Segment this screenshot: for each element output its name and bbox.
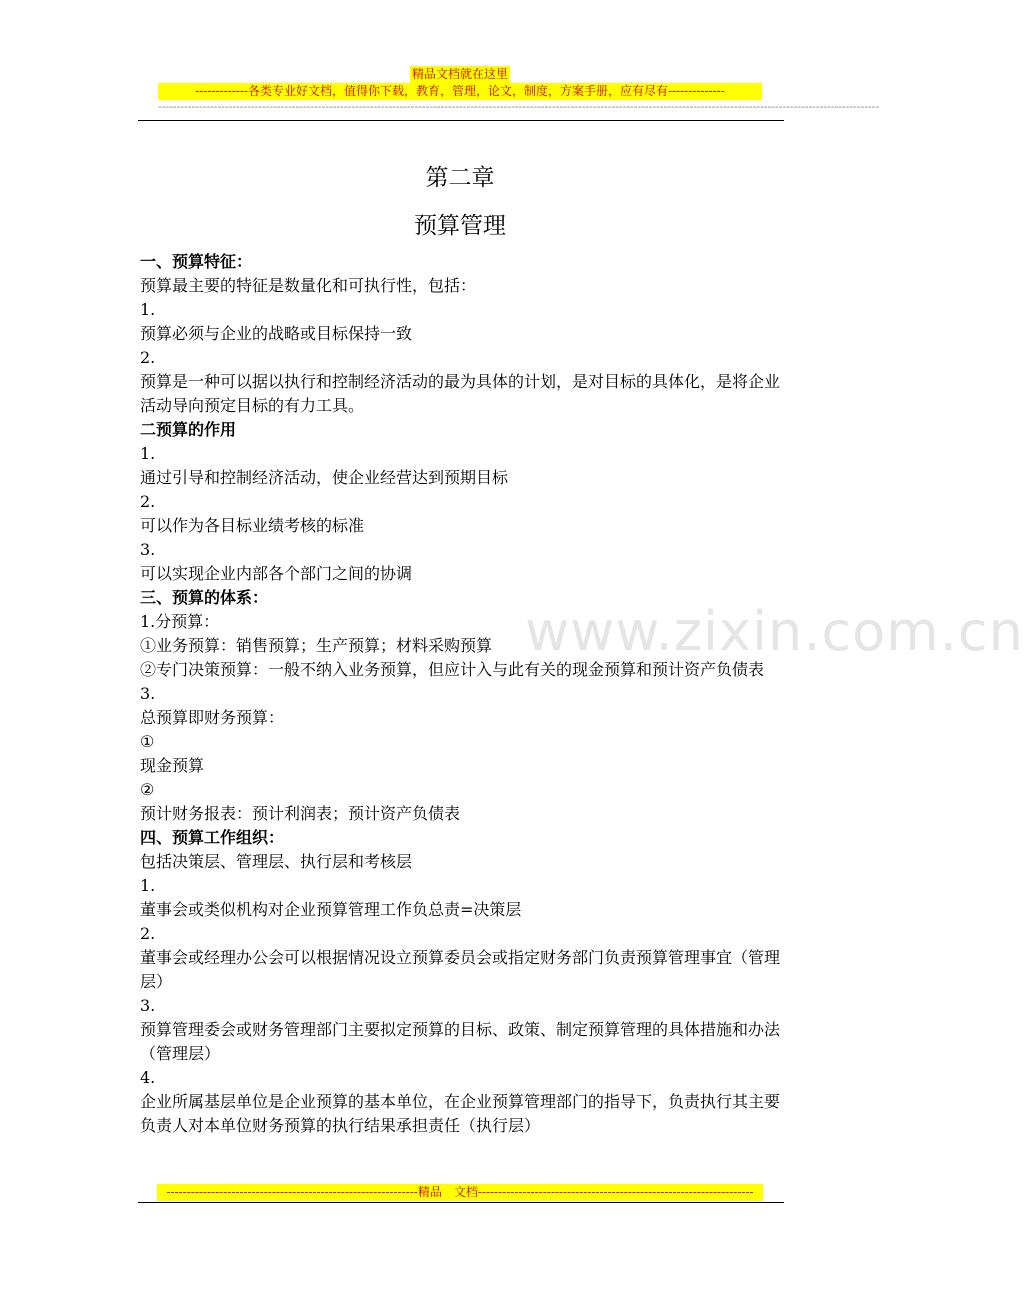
header-rule: [138, 120, 784, 121]
body-line: 包括决策层、管理层、执行层和考核层: [140, 852, 413, 871]
footer-rule: [138, 1202, 784, 1203]
section-heading: 三、预算的体系：: [140, 588, 269, 607]
section-heading: 一、预算特征：: [140, 252, 253, 271]
header-dashed-line: --------------------------------------------------------------------------------------------------------------------------------------------------------------------------------------------------: [158, 100, 880, 113]
body-line: 总预算即财务预算：: [140, 708, 285, 727]
body-line: 3.: [140, 540, 156, 559]
body-line: 3.: [140, 996, 156, 1015]
body-line: ②: [140, 780, 155, 799]
body-line: 1.分预算：: [140, 612, 220, 631]
footer-banner: --------------------------------------------------------------精品 文档--------------------------------------------------------------------: [157, 1184, 763, 1201]
watermark: www.zixin.com.cn: [525, 600, 1024, 663]
body-line: 董事会或类似机构对企业预算管理工作负总责=决策层: [140, 900, 522, 919]
body-line: 2.: [140, 924, 156, 943]
body-line: ①: [140, 732, 155, 751]
body-line: 企业所属基层单位是企业预算的基本单位，在企业预算管理部门的指导下，负责执行其主要负责人对本单位财务预算的执行结果承担责任（执行层）: [140, 1092, 781, 1135]
body-line: 可以作为各目标业绩考核的标准: [140, 516, 365, 535]
page-footer: [0, 1184, 920, 1201]
body-line: 预算必须与企业的战略或目标保持一致: [140, 324, 413, 343]
body-line: 预计财务报表：预计利润表；预计资产负债表: [140, 804, 461, 823]
body-line: 预算最主要的特征是数量化和可执行性，包括：: [140, 276, 477, 295]
body-line: 现金预算: [140, 756, 205, 775]
body-line: ②专门决策预算：一般不纳入业务预算，但应计入与此有关的现金预算和预计资产负债表: [140, 660, 765, 679]
body-line: 3.: [140, 684, 156, 703]
header-banner-title: 精品文档就在这里: [411, 67, 508, 81]
body-line: 1.: [140, 876, 156, 895]
document-body: [140, 250, 786, 1138]
body-line: 预算是一种可以据以执行和控制经济活动的最为具体的计划，是对目标的具体化，是将企业活动导向预定目标的有力工具。: [140, 372, 781, 415]
body-line: ①业务预算：销售预算；生产预算；材料采购预算: [140, 636, 493, 655]
header-banner-tagline: -------------各类专业好文档，值得你下载，教育，管理，论文，制度，方案手册，应有尽有--------------: [158, 83, 762, 100]
body-line: 2.: [140, 492, 156, 511]
chapter-subject: 预算管理: [414, 213, 506, 239]
body-line: 预算管理委会或财务管理部门主要拟定预算的目标、政策、制定预算管理的具体措施和办法（管理层）: [140, 1020, 781, 1063]
section-heading: 二预算的作用: [140, 420, 237, 439]
body-line: 通过引导和控制经济活动，使企业经营达到预期目标: [140, 468, 509, 487]
chapter-title: 第二章: [425, 165, 495, 191]
body-line: 4.: [140, 1068, 156, 1087]
page-header: [0, 66, 920, 114]
body-line: 2.: [140, 348, 156, 367]
section-heading: 四、预算工作组织：: [140, 828, 285, 847]
body-line: 1.: [140, 444, 156, 463]
body-line: 董事会或经理办公会可以根据情况设立预算委员会或指定财务部门负责预算管理事宜（管理层）: [140, 948, 781, 991]
body-line: 可以实现企业内部各个部门之间的协调: [140, 564, 413, 583]
body-line: 1.: [140, 300, 156, 319]
